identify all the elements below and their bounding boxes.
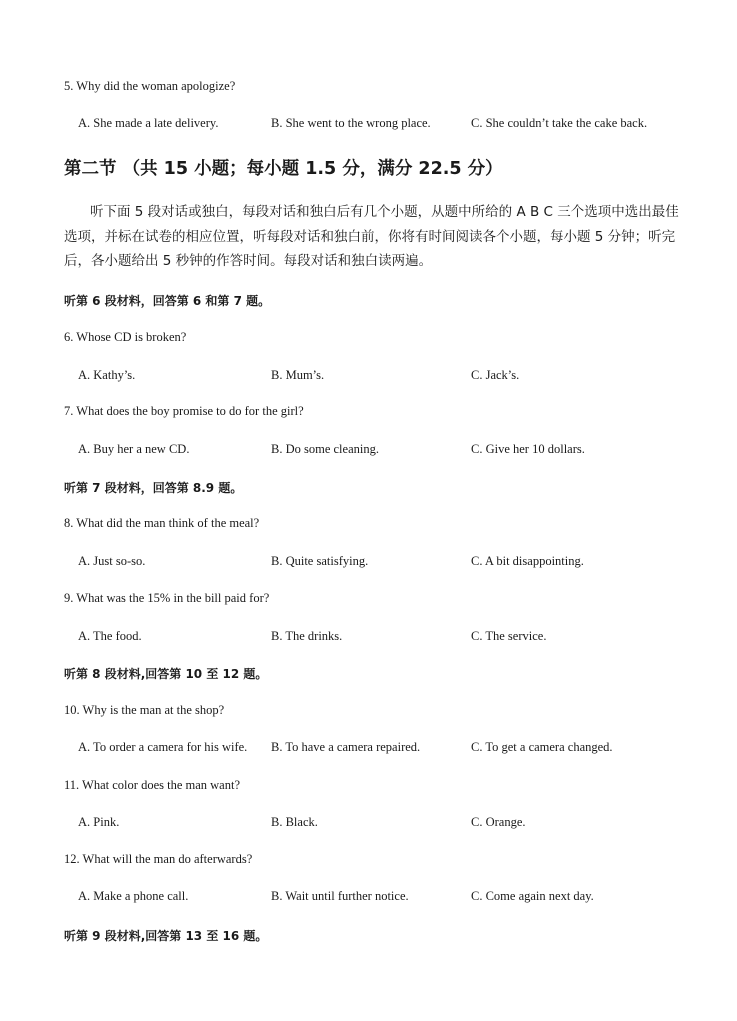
question-7: 7. What does the boy promise to do for the girl?	[64, 404, 304, 418]
question-11: 11. What color does the man want?	[64, 778, 240, 792]
question-12: 12. What will the man do afterwards?	[64, 852, 253, 866]
q10-option-b: B. To have a camera repaired.	[271, 740, 421, 754]
q10-option-c: C. To get a camera changed.	[471, 740, 613, 754]
q8-option-a: A. Just so-so.	[78, 554, 146, 568]
q9-option-b: B. The drinks.	[271, 629, 343, 643]
q5-option-b: B. She went to the wrong place.	[271, 116, 431, 130]
question-6: 6. Whose CD is broken?	[64, 330, 187, 344]
q8-option-b: B. Quite satisfying.	[271, 554, 369, 568]
passage-7-heading: 听第 7 段材料，回答第 8.9 题。	[64, 481, 243, 495]
q12-option-c: C. Come again next day.	[471, 889, 594, 903]
question-5: 5. Why did the woman apologize?	[64, 79, 236, 93]
q7-option-b: B. Do some cleaning.	[271, 442, 379, 456]
question-10: 10. Why is the man at the shop?	[64, 703, 225, 717]
q7-option-c: C. Give her 10 dollars.	[471, 442, 585, 456]
section-title: 第二节 （共 15 小题；每小题 1.5 分，满分 22.5 分）	[64, 159, 503, 179]
q11-option-a: A. Pink.	[78, 815, 120, 829]
q11-option-c: C. Orange.	[471, 815, 526, 829]
q6-option-c: C. Jack’s.	[471, 368, 520, 382]
q6-option-b: B. Mum’s.	[271, 368, 325, 382]
q5-option-a: A. She made a late delivery.	[78, 116, 219, 130]
q12-option-b: B. Wait until further notice.	[271, 889, 409, 903]
q6-option-a: A. Kathy’s.	[78, 368, 136, 382]
q11-option-b: B. Black.	[271, 815, 318, 829]
q8-option-c: C. A bit disappointing.	[471, 554, 584, 568]
q12-option-a: A. Make a phone call.	[78, 889, 189, 903]
passage-9-heading: 听第 9 段材料,回答第 13 至 16 题。	[64, 929, 268, 943]
passage-6-heading: 听第 6 段材料，回答第 6 和第 7 题。	[64, 294, 271, 308]
question-9: 9. What was the 15% in the bill paid for?	[64, 591, 270, 605]
question-8: 8. What did the man think of the meal?	[64, 516, 260, 530]
q5-option-c: C. She couldn’t take the cake back.	[471, 116, 648, 130]
q10-option-a: A. To order a camera for his wife.	[78, 740, 248, 754]
instructions-paragraph: 听下面 5 段对话或独白，每段对话和独白后有几个小题，从题中所给的 A B C 三个选项中选出最佳选项，并标在试卷的相应位置，听每段对话和独白前，你将有时间阅读各个小题，每小题 5 分钟；听完后，各小题给出 5 秒钟的作答时间。每段对话和独白读两遍。	[64, 204, 679, 269]
q9-option-a: A. The food.	[78, 629, 142, 643]
q7-option-a: A. Buy her a new CD.	[78, 442, 190, 456]
passage-8-heading: 听第 8 段材料,回答第 10 至 12 题。	[64, 667, 268, 681]
q9-option-c: C. The service.	[471, 629, 547, 643]
